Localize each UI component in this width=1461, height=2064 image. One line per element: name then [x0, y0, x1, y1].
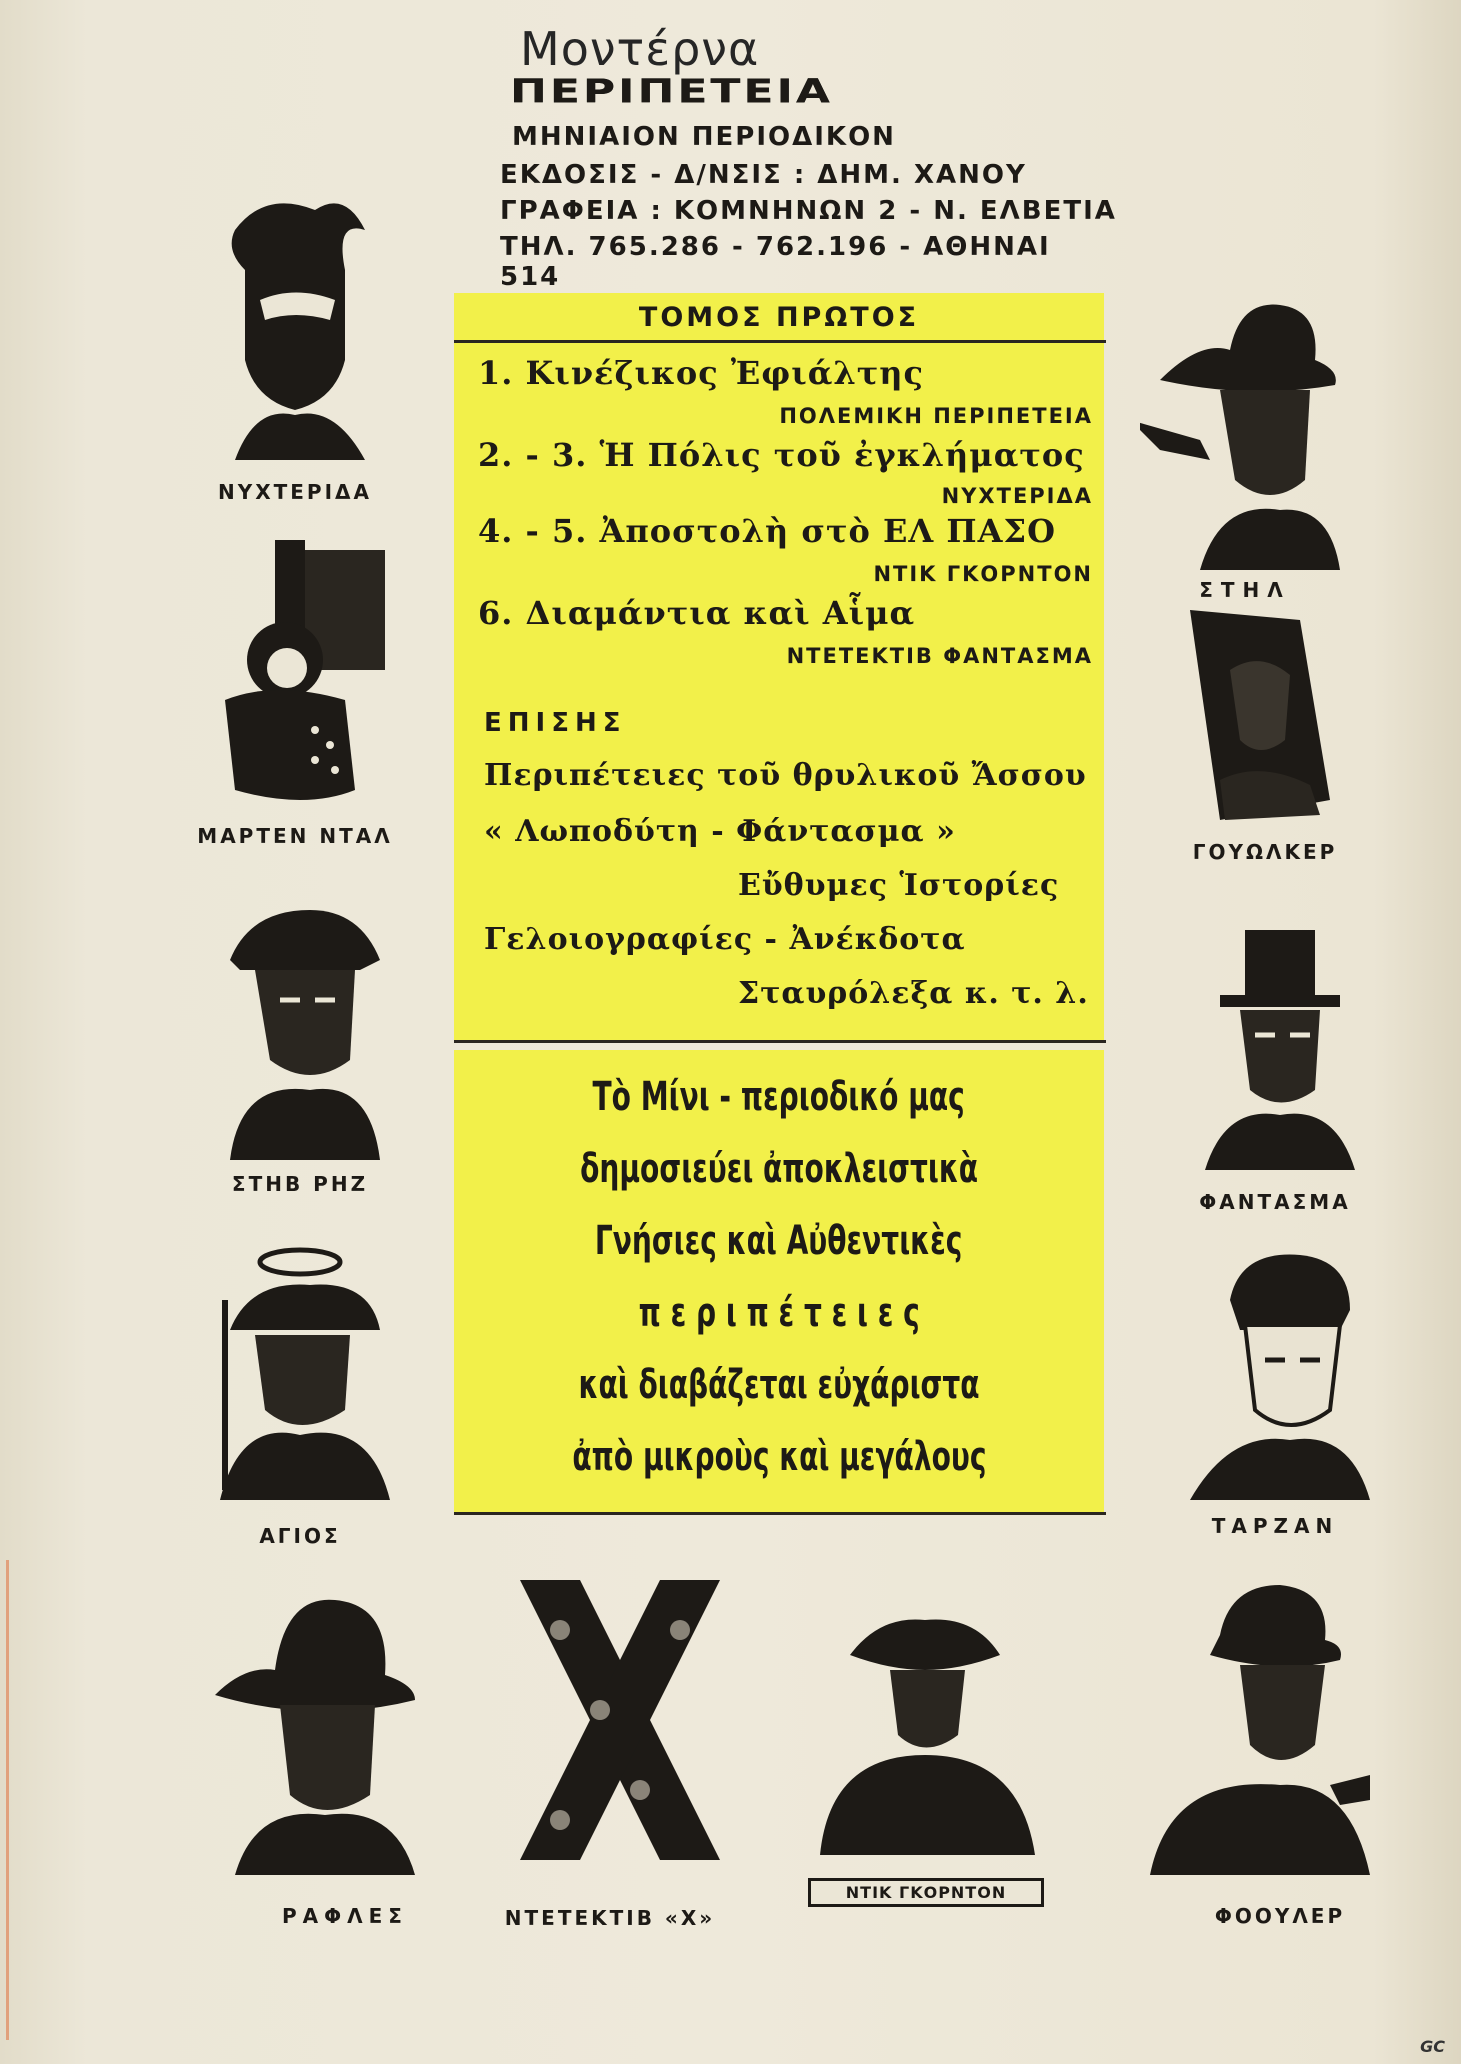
character-fuller-illustration	[1130, 1565, 1370, 1875]
logo-script: Μοντέρνα	[520, 22, 760, 76]
character-detective-x-illustration	[500, 1570, 740, 1870]
promo-bottom-rule	[454, 1512, 1106, 1515]
caption-phantom: ΦΑΝΤΑΣΜΑ	[1199, 1190, 1351, 1214]
promo-line-6	[454, 1434, 1104, 1480]
publisher-line-1: ΜΗΝΙΑΙΟΝ ΠΕΡΙΟΔΙΚΟΝ	[512, 122, 896, 152]
watermark: GC	[1420, 2037, 1445, 2056]
caption-raffles: ΡΑΦΛΕΣ	[282, 1904, 408, 1928]
promo-line-2-text: δημοσιεύει ἀποκλειστικὰ	[580, 1146, 978, 1192]
caption-steve: ΣΤΗΒ ΡΗΖ	[231, 1172, 369, 1196]
character-tarzan-illustration	[1190, 1240, 1370, 1500]
contents-item-1-title: 1. Κινέζικος Ἐφιάλτης	[478, 354, 925, 392]
promo-line-3	[454, 1218, 1104, 1264]
logo-title-text: ΠΕΡΙΠΕΤΕΙΑ	[510, 72, 833, 111]
character-bat-illustration	[195, 190, 395, 460]
publisher-line-4: ΤΗΛ. 765.286 - 762.196 - ΑΘΗΝΑΙ 514	[500, 232, 1051, 292]
spine-edge	[6, 1560, 9, 2040]
caption-marten: ΜΑΡΤΕΝ ΝΤΑΛ	[197, 824, 393, 848]
promo-line-2	[454, 1146, 1104, 1192]
promo-line-3-text: Γνήσιες καὶ Αὐθεντικὲς	[595, 1218, 963, 1264]
logo-title	[510, 66, 833, 117]
promo-line-5	[454, 1362, 1104, 1408]
caption-detective-x: ΝΤΕΤΕΚΤΙΒ «Χ»	[504, 1906, 716, 1930]
caption-steel: ΣΤΗΛ	[1199, 578, 1291, 602]
also-heading: ΕΠΙΣΗΣ	[484, 708, 627, 738]
character-raffles-illustration	[205, 1575, 425, 1875]
promo-line-6-text: ἀπὸ μικροὺς καὶ μεγάλους	[571, 1434, 987, 1480]
contents-item-4-series: ΝΤΕΤΕΚΤΙΒ ΦΑΝΤΑΣΜΑ	[786, 644, 1093, 668]
character-walker-illustration	[1180, 600, 1340, 830]
contents-item-2-title: 2. - 3. Ἡ Πόλις τοῦ ἐγκλήματος	[478, 436, 1085, 474]
character-steel-illustration	[1140, 280, 1340, 570]
also-item-3: Εὔθυμες Ἱστορίες	[738, 868, 1060, 903]
contents-item-3-series: ΝΤΙΚ ΓΚΟΡΝΤΟΝ	[873, 562, 1093, 586]
publisher-line-3: ΓΡΑΦΕΙΑ : ΚΟΜΝΗΝΩΝ 2 - Ν. ΕΛΒΕΤΙΑ	[500, 196, 1117, 226]
character-steve-illustration	[210, 890, 390, 1160]
promo-top-rule	[454, 1040, 1106, 1043]
promo-line-5-text: καὶ διαβάζεται εὐχάριστα	[578, 1362, 980, 1408]
caption-walker: ΓΟΥΩΛΚΕΡ	[1192, 840, 1338, 864]
promo-line-4-text: π ε ρ ι π έ τ ε ι ε ς	[638, 1290, 920, 1336]
caption-dick-gordon: ΝΤΙΚ ΓΚΟΡΝΤΟΝ	[808, 1878, 1044, 1907]
promo-line-1-text: Τὸ Μίνι - περιοδικό μας	[592, 1074, 966, 1120]
contents-item-2-series: ΝΥΧΤΕΡΙΔΑ	[941, 484, 1093, 508]
caption-saint: ΑΓΙΟΣ	[259, 1524, 341, 1548]
promo-line-4	[454, 1290, 1104, 1336]
contents-heading-rule	[454, 340, 1106, 343]
character-dick-gordon-illustration	[800, 1575, 1050, 1875]
caption-bat: ΝΥΧΤΕΡΙΔΑ	[217, 480, 372, 504]
contents-item-1-series: ΠΟΛΕΜΙΚΗ ΠΕΡΙΠΕΤΕΙΑ	[779, 404, 1093, 428]
character-phantom-illustration	[1195, 920, 1355, 1170]
also-item-1: Περιπέτειες τοῦ θρυλικοῦ Ἄσσου	[484, 758, 1087, 793]
character-marten-illustration	[195, 530, 395, 810]
contents-item-4-title: 6. Διαμάντια καὶ Αἷμα	[478, 594, 916, 632]
contents-item-3-title: 4. - 5. Ἀποστολὴ στὸ ΕΛ ΠΑΣΟ	[478, 512, 1056, 550]
also-item-4: Γελοιογραφίες - Ἀνέκδοτα	[484, 922, 966, 957]
caption-tarzan: ΤΑΡΖΑΝ	[1211, 1514, 1339, 1538]
contents-heading: ΤΟΜΟΣ ΠΡΩΤΟΣ	[638, 302, 920, 333]
character-saint-illustration	[200, 1240, 400, 1500]
also-item-2: « Λωποδύτη - Φάντασμα »	[484, 814, 956, 849]
publisher-line-2: ΕΚΔΟΣΙΣ - Δ/ΝΣΙΣ : ΔΗΜ. ΧΑΝΟΥ	[500, 160, 1027, 190]
caption-fuller: ΦΟΟΥΛΕΡ	[1214, 1904, 1346, 1928]
also-item-5: Σταυρόλεξα κ. τ. λ.	[738, 976, 1089, 1011]
promo-line-1	[454, 1074, 1104, 1120]
